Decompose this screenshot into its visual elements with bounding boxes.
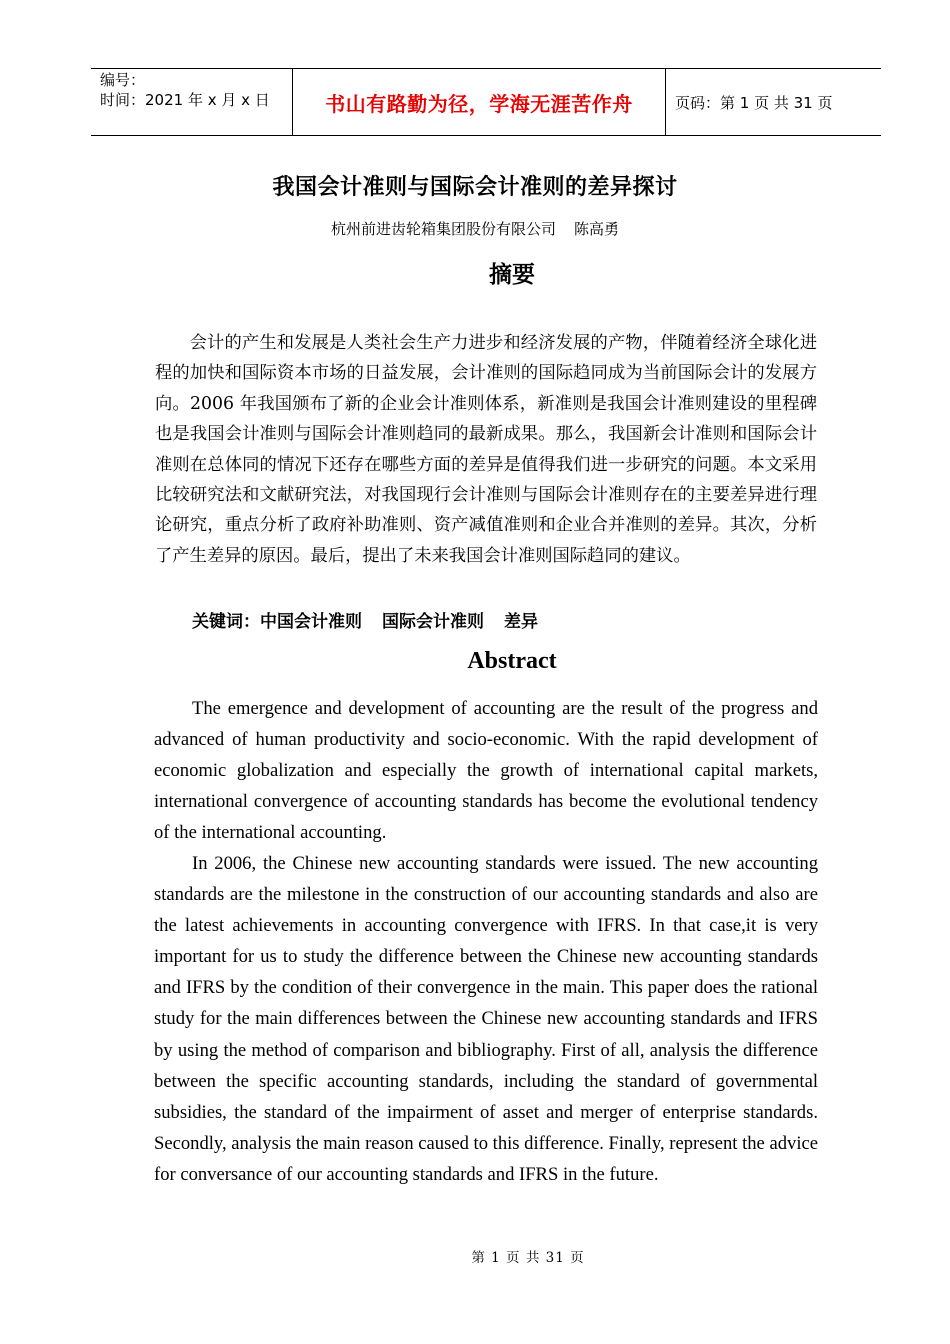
keyword-3: 差异 <box>504 612 538 632</box>
page-label: 页码：第 1 页 共 31 页 <box>675 93 833 112</box>
time-label: 时间：2021 年 x 月 x 日 <box>100 91 270 109</box>
number-label: 编号： <box>100 71 146 89</box>
abstract-en-heading: Abstract <box>467 648 557 674</box>
keywords-line <box>192 607 538 637</box>
keyword-2: 国际会计准则 <box>382 612 484 632</box>
document-title: 我国会计准则与国际会计准则的差异探讨 <box>272 175 678 200</box>
header-info-cell <box>91 69 292 135</box>
author-line <box>0 218 950 239</box>
page-footer: 第 1 页 共 31 页 <box>471 1250 585 1266</box>
header-table <box>91 68 881 136</box>
author-name: 陈高勇 <box>574 220 620 238</box>
abstract-en-paragraph-1: The emergence and development of accounting are the result of the progress and advanced of human productivity and socio-economic. With the rapid development of economic globalization and especially the growth of international capital markets, international convergence of accounting standards has become the evolutional tendency of the international accounting. <box>154 698 818 844</box>
abstract-zh-heading: 摘要 <box>489 262 535 288</box>
abstract-en-paragraph-2: In 2006, the Chinese new accounting standards were issued. The new accounting standards are the milestone in the construction of our accounting standards and also are the latest achievements in accounting convergence with IFRS. In that case,it is very important for us to study the difference between the Chinese new accounting standards and IFRS by the condition of their convergence in the main. This paper does the rational study for the main differences between the Chinese new accounting standards and IFRS by using the method of comparison and bibliography. First of all, analysis the difference between the specific accounting standards, including the standard of governmental subsidies, the standard of the impairment of asset and merger of enterprise standards. Secondly, analysis the main reason caused to this difference. Finally, represent the advice for conversance of our accounting standards and IFRS in the future. <box>154 853 818 1185</box>
keywords-label: 关键词：中国会计准则 <box>192 612 362 632</box>
motto: 书山有路勤为径，学海无涯苦作舟 <box>292 69 666 135</box>
affiliation: 杭州前进齿轮箱集团股份有限公司 <box>330 220 556 238</box>
abstract-zh-body: 会计的产生和发展是人类社会生产力进步和经济发展的产物，伴随着经济全球化进程的加快和国际资本市场的日益发展，会计准则的国际趋同成为当前国际会计的发展方向。2006 年我国颁布了新的企业会计准则体系，新准则是我国会计准则建设的里程碑也是我国会计准则与国际会计准则趋同的最新成果。那么，我国新会计准则和国际会计准则在总体同的情况下还存在哪些方面的差异是值得我们进一步研究的问题。本文采用比较研究法和文献研究法，对我国现行会计准则与国际会计准则存在的主要差异进行理论研究，重点分析了政府补助准则、资产减值准则和企业合并准则的差异。其次，分析了产生差异的原因。最后，提出了未来我国会计准则国际趋同的建议。 <box>155 333 817 566</box>
